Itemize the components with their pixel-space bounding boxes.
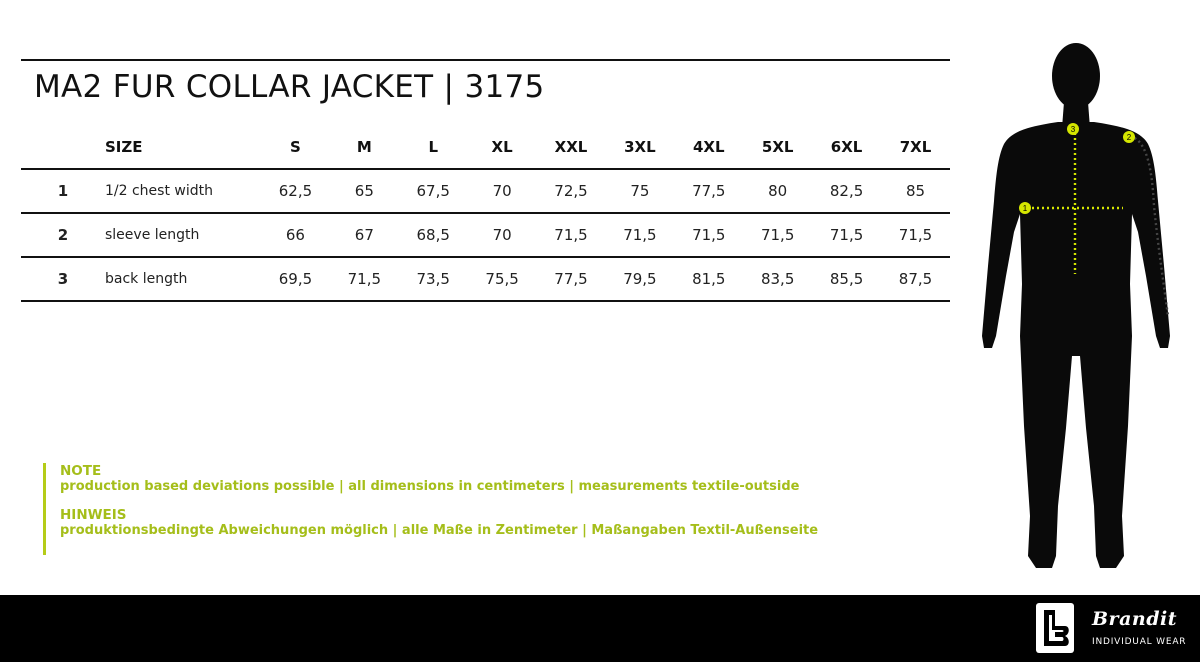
table-cell: 70 xyxy=(468,213,537,257)
table-cell: 71,5 xyxy=(330,257,399,301)
note-block xyxy=(60,463,818,495)
note-heading: NOTE xyxy=(60,463,102,479)
table-row xyxy=(21,169,950,213)
table-cell: 68,5 xyxy=(399,213,468,257)
table-cell: 85 xyxy=(881,169,950,213)
table-row xyxy=(21,257,950,301)
page-title: MA2 FUR COLLAR JACKET | 3175 xyxy=(34,69,545,105)
top-rule xyxy=(21,59,950,61)
table-cell: 87,5 xyxy=(881,257,950,301)
size-table xyxy=(21,126,950,302)
row-number: 3 xyxy=(21,257,105,301)
marker-1 xyxy=(1019,202,1031,214)
table-cell: 71,5 xyxy=(743,213,812,257)
table-cell: 67 xyxy=(330,213,399,257)
marker-2 xyxy=(1123,131,1135,143)
table-cell: 75 xyxy=(605,169,674,213)
table-cell: 75,5 xyxy=(468,257,537,301)
size-col-xxl: XXL xyxy=(537,126,606,169)
size-col-6xl: 6XL xyxy=(812,126,881,169)
hinweis-block xyxy=(60,507,818,539)
brand-name: Brandit xyxy=(1092,608,1177,630)
table-cell: 85,5 xyxy=(812,257,881,301)
marker-2-label: 2 xyxy=(1126,133,1132,142)
measure-label: back length xyxy=(105,257,261,301)
table-cell: 71,5 xyxy=(674,213,743,257)
marker-3-label: 3 xyxy=(1070,125,1076,134)
table-cell: 80 xyxy=(743,169,812,213)
measure-label: sleeve length xyxy=(105,213,261,257)
table-cell: 77,5 xyxy=(674,169,743,213)
marker-3 xyxy=(1067,123,1079,135)
table-row xyxy=(21,213,950,257)
table-cell: 73,5 xyxy=(399,257,468,301)
notes-panel xyxy=(43,463,818,555)
size-col-4xl: 4XL xyxy=(674,126,743,169)
size-col-5xl: 5XL xyxy=(743,126,812,169)
table-cell: 82,5 xyxy=(812,169,881,213)
table-cell: 72,5 xyxy=(537,169,606,213)
table-cell: 71,5 xyxy=(605,213,674,257)
footer-bar xyxy=(0,595,1200,662)
row-number: 2 xyxy=(21,213,105,257)
table-cell: 67,5 xyxy=(399,169,468,213)
hinweis-text: produktionsbedingte Abweichungen möglich | alle Maße in Zentimeter | Maßangaben Textil-Außenseite xyxy=(60,523,819,538)
marker-1-label: 1 xyxy=(1022,204,1028,213)
table-cell: 77,5 xyxy=(537,257,606,301)
measure-label: 1/2 chest width xyxy=(105,169,261,213)
table-cell: 71,5 xyxy=(881,213,950,257)
table-cell: 65 xyxy=(330,169,399,213)
size-col-m: M xyxy=(330,126,399,169)
size-header: SIZE xyxy=(105,126,261,169)
table-header-row xyxy=(21,126,950,169)
hinweis-heading: HINWEIS xyxy=(60,507,127,523)
note-text: production based deviations possible | all dimensions in centimeters | measurements textile-outside xyxy=(60,479,800,494)
table-cell: 69,5 xyxy=(261,257,330,301)
table-cell: 70 xyxy=(468,169,537,213)
brand-logo-icon xyxy=(1035,602,1075,654)
human-silhouette xyxy=(982,43,1170,568)
row-number: 1 xyxy=(21,169,105,213)
size-col-7xl: 7XL xyxy=(881,126,950,169)
body-measurement-figure xyxy=(972,36,1182,581)
table-cell: 71,5 xyxy=(812,213,881,257)
table-cell: 79,5 xyxy=(605,257,674,301)
table-cell: 83,5 xyxy=(743,257,812,301)
size-col-s: S xyxy=(261,126,330,169)
row-number-header xyxy=(21,126,105,169)
brand-tagline: INDIVIDUAL WEAR xyxy=(1092,637,1187,647)
table-cell: 66 xyxy=(261,213,330,257)
table-cell: 71,5 xyxy=(537,213,606,257)
size-col-l: L xyxy=(399,126,468,169)
table-cell: 62,5 xyxy=(261,169,330,213)
table-cell: 81,5 xyxy=(674,257,743,301)
size-col-xl: XL xyxy=(468,126,537,169)
size-col-3xl: 3XL xyxy=(605,126,674,169)
